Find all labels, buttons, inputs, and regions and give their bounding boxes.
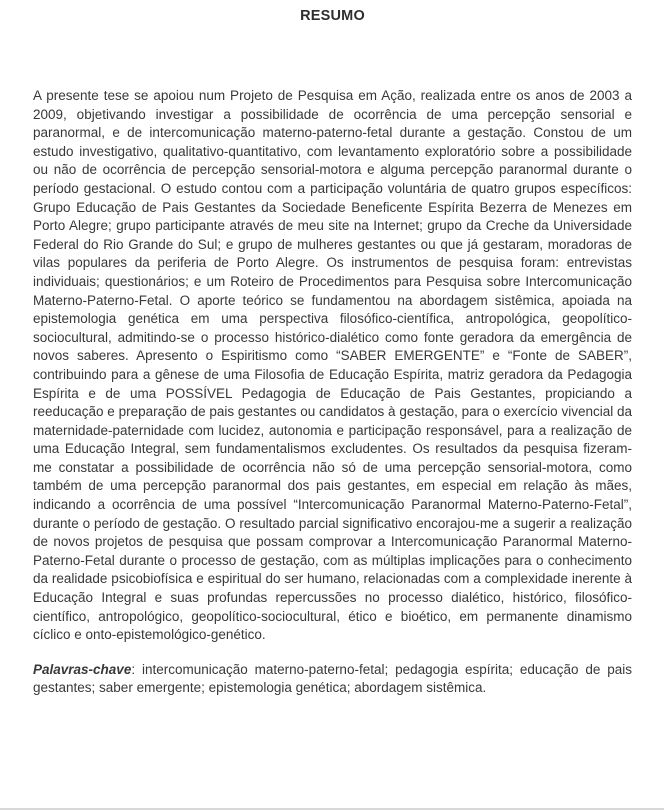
keywords-text: intercomunicação materno-paterno-fetal; pedagogia espírita; educação de pais gestantes; saber emergente; epistemologia genética; abordagem sistêmica. bbox=[33, 661, 632, 696]
page-title: RESUMO bbox=[300, 8, 365, 24]
keywords-separator: : bbox=[131, 661, 136, 677]
keywords-label: Palavras-chave bbox=[33, 661, 132, 677]
abstract-paragraph: A presente tese se apoiou num Projeto de Pesquisa em Ação, realizada entre os anos de 2003 a 2009, objetivando investigar a possibilidade de ocorrência de uma percepção sensorial e paranormal, e de intercomunicação materno-paterno-fetal durante a gestação. Constou de um estudo investigativo, qualitativo-quantitativo, com levantamento exploratório sobre a possibilidade ou não de ocorrência de percepção sensorial-motora e alguma percepção paranormal durante o período gestacional. O estudo contou com a participação voluntária de quatro grupos específicos: Grupo Educação de Pais Gestantes da Sociedade Beneficente Espírita Bezerra de Menezes em Porto Alegre; grupo participante através de meu site na Internet; grupo da Creche da Universidade Federal do Rio Grande do Sul; e grupo de mulheres gestantes ou que já gestaram, moradoras de vilas populares da periferia de Porto Alegre. Os instrumentos de pesquisa foram: entrevistas individuais; questionários; e um Roteiro de Procedimentos para Pesquisa sobre Intercomunicação Materno-Paterno-Fetal. O aporte teórico se fundamentou na abordagem sistêmica, apoiada na epistemologia genética em uma perspectiva filosófico-científica, antropológica, geopolítico-sociocultural, admitindo-se o processo histórico-dialético como fonte geradora da emergência de novos saberes. Apresento o Espiritismo como “SABER EMERGENTE” e “Fonte de SABER”, contribuindo para a gênese de uma Filosofia de Educação Espírita, matriz geradora da Pedagogia Espírita e de uma POSSÍVEL Pedagogia de Educação de Pais Gestantes, propiciando a reeducação e preparação de pais gestantes ou candidatos à gestação, para o exercício vivencial da maternidade-paternidade com lucidez, autonomia e participação responsável, para a realização de uma Educação Integral, sem fundamentalismos excludentes. Os resultados da pesquisa fizeram-me constatar a possibilidade de ocorrência não só de uma percepção sensorial-motora, como também de uma percepção paranormal dos pais gestantes, em especial em relação às mães, indicando a ocorrência de uma possível “Intercomunicação Paranormal Materno-Paterno-Fetal”, durante o período de gestação. O resultado parcial significativo encorajou-me a sugerir a realização de novos projetos de pesquisa que possam comprovar a Intercomunicação Paranormal Materno-Paterno-Fetal durante o processo de gestação, com as múltiplas implicações para o conhecimento da realidade psicobiofísica e espiritual do ser humano, relacionadas com a complexidade inerente à Educação Integral e suas profundas repercussões no processo dialético, histórico, filosófico-científico, antropológico, geopolítico-sociocultural, ético e bioético, em permanente dinamismo cíclico e onto-epistemológico-genético. bbox=[33, 88, 632, 643]
keywords-paragraph bbox=[33, 661, 632, 698]
